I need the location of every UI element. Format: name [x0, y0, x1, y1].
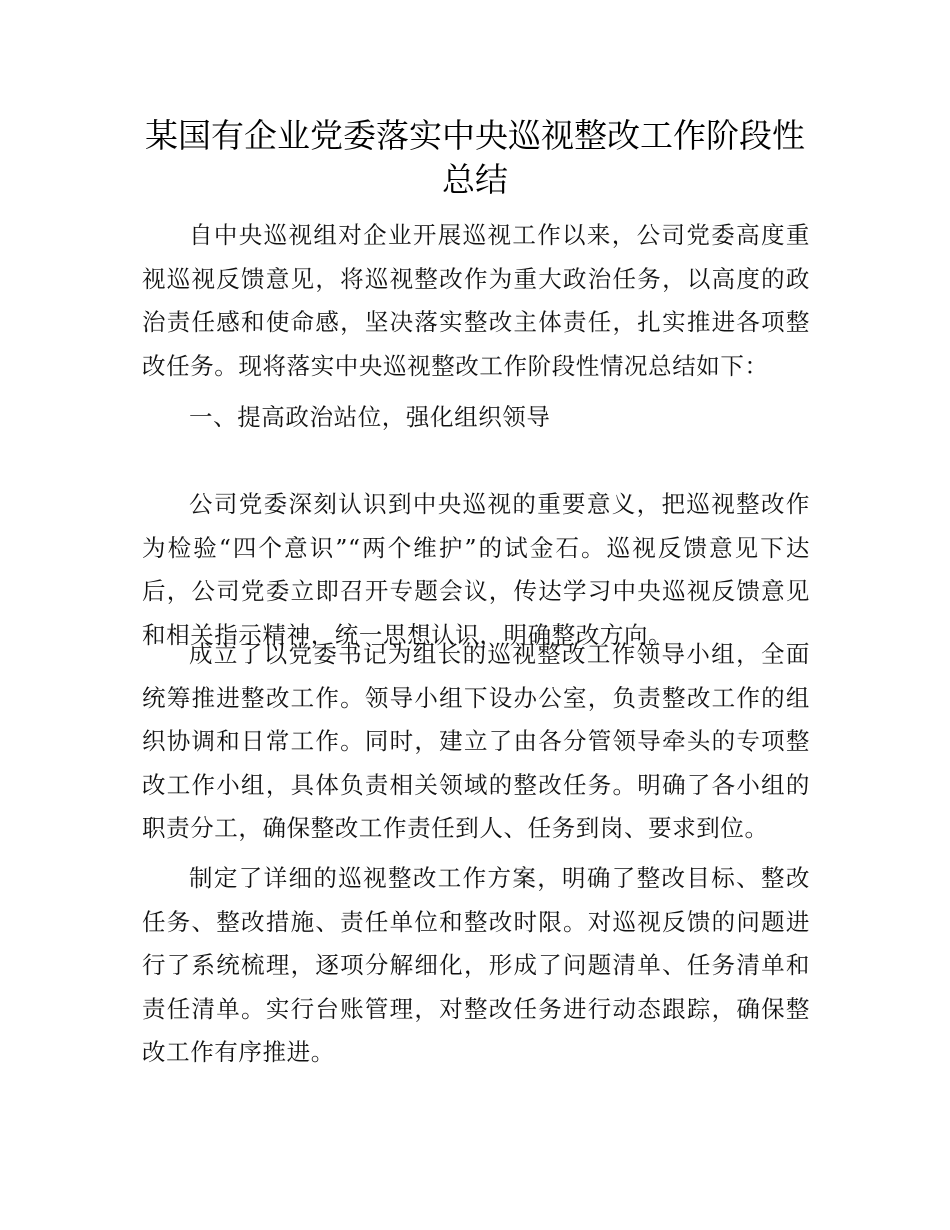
document-title-line1: 某国有企业党委落实中央巡视整改工作阶段性 — [145, 116, 805, 155]
body-paragraph: 成立了以党委书记为组长的巡视整改工作领导小组，全面统筹推进整改工作。领导小组下设办公室，负责整改工作的组织协调和日常工作。同时，建立了由各分管领导牵头的专项整改工作小组，具体负责相关领域的整改任务。明确了各小组的职责分工，确保整改工作责任到人、任务到岗、要求到位。 — [142, 640, 810, 842]
section-heading-1: 一、提高政治站位，强化组织领导 — [189, 403, 551, 431]
document-title-line2: 总结 — [442, 160, 508, 199]
body-paragraph: 制定了详细的巡视整改工作方案，明确了整改目标、整改任务、整改措施、责任单位和整改时限。对巡视反馈的问题进行了系统梳理，逐项分解细化，形成了问题清单、任务清单和责任清单。实行台账管理，对整改任务进行动态跟踪，确保整改工作有序推进。 — [142, 864, 810, 1066]
body-paragraph: 公司党委深刻认识到中央巡视的重要意义，把巡视整改作为检验“四个意识”“两个维护”的试金石。巡视反馈意见下达后，公司党委立即召开专题会议，传达学习中央巡视反馈意见和相关指示精神，统一思想认识，明确整改方向。 — [142, 490, 810, 649]
intro-paragraph: 自中央巡视组对企业开展巡视工作以来，公司党委高度重视巡视反馈意见，将巡视整改作为重大政治任务，以高度的政治责任感和使命感，坚决落实整改主体责任，扎实推进各项整改任务。现将落实中央巡视整改工作阶段性情况总结如下： — [142, 221, 810, 380]
